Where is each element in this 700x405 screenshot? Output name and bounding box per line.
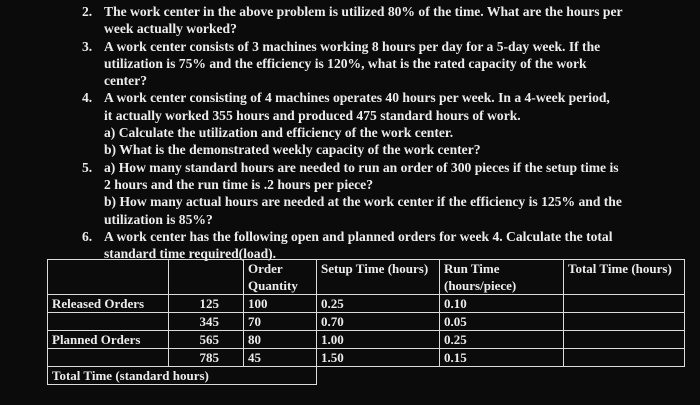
quantity-cell: 45: [244, 349, 317, 367]
quantity-cell: 70: [244, 313, 317, 331]
table-row: [48, 313, 685, 331]
problem-text-line: standard time required(load).: [104, 246, 277, 262]
setup-cell: 0.70: [317, 313, 440, 331]
quantity-cell: 100: [244, 295, 317, 313]
total-cell: [564, 295, 685, 313]
problem-2: [78, 3, 683, 38]
problem-text-line: b) How many actual hours are needed at the work center if the efficiency is 125% and the: [104, 194, 622, 210]
table-cell: [48, 260, 169, 295]
problem-number: 4.: [82, 90, 93, 106]
problem-text-line: it actually worked 355 hours and produced 475 standard hours of work.: [104, 107, 521, 123]
setup-cell: 1.00: [317, 331, 440, 349]
header-label: Run Time: [444, 261, 500, 276]
header-order-quantity: [244, 260, 317, 295]
run-cell: 0.05: [440, 313, 564, 331]
order-number: 785: [169, 349, 244, 367]
problem-text-line: A work center consists of 3 machines working 8 hours per day for a 5-day week. If the: [104, 38, 601, 54]
problem-text-line: utilization is 75% and the efficiency is 120%, what is the rated capacity of the work: [104, 55, 587, 71]
row-group-label: [48, 313, 169, 331]
problem-text-line: week actually worked?: [104, 21, 237, 37]
problem-text-line: 2 hours and the run time is .2 hours per piece?: [104, 176, 373, 192]
header-total-time: Total Time (hours): [564, 260, 685, 295]
problem-text-line: a) Calculate the utilization and efficiency of the work center.: [104, 125, 454, 141]
header-run-time: [440, 260, 564, 295]
problem-text-line: utilization is 85%?: [104, 211, 213, 227]
table-row: [48, 331, 685, 349]
problem-text-line: The work center in the above problem is utilized 80% of the time. What are the hours per: [104, 4, 623, 19]
problem-number: 6.: [82, 228, 93, 244]
run-cell: 0.15: [440, 349, 564, 367]
problem-list: [78, 3, 683, 262]
problem-number: 5.: [82, 159, 93, 175]
setup-cell: 0.25: [317, 295, 440, 313]
problem-text-line: A work center has the following open and planned orders for week 4. Calculate the total: [104, 228, 613, 244]
problem-number: 3.: [82, 38, 93, 54]
total-cell: [564, 331, 685, 349]
problem-text-line: a) How many standard hours are needed to run an order of 300 pieces if the setup time is: [104, 159, 619, 175]
header-label: Quantity: [248, 278, 298, 293]
setup-cell: 1.50: [317, 349, 440, 367]
problem-5: [78, 159, 683, 228]
total-cell: [564, 349, 685, 367]
table-footer-row: [48, 367, 685, 385]
row-group-label: Released Orders: [48, 295, 169, 313]
footer-label: Total Time (standard hours): [48, 367, 317, 385]
header-setup-time: Setup Time (hours): [317, 260, 440, 295]
table-header-row: [48, 260, 685, 295]
table-row: [48, 295, 685, 313]
problem-number: 2.: [82, 4, 93, 19]
table-row: [48, 349, 685, 367]
orders-table: [47, 259, 685, 385]
problem-6: [78, 228, 683, 263]
problem-text-line: center?: [104, 73, 148, 89]
order-number: 345: [169, 313, 244, 331]
problem-3: [78, 38, 683, 90]
row-group-label: [48, 349, 169, 367]
header-label: Order: [248, 261, 283, 276]
run-cell: 0.25: [440, 331, 564, 349]
header-label: (hours/piece): [444, 278, 517, 293]
quantity-cell: 80: [244, 331, 317, 349]
run-cell: 0.10: [440, 295, 564, 313]
problem-4: [78, 89, 683, 158]
order-number: 125: [169, 295, 244, 313]
row-group-label: Planned Orders: [48, 331, 169, 349]
problem-text-line: A work center consisting of 4 machines operates 40 hours per week. In a 4-week period,: [104, 90, 610, 106]
table-cell: [169, 260, 244, 295]
total-cell: [564, 313, 685, 331]
problem-text-line: b) What is the demonstrated weekly capacity of the work center?: [104, 142, 481, 158]
order-number: 565: [169, 331, 244, 349]
